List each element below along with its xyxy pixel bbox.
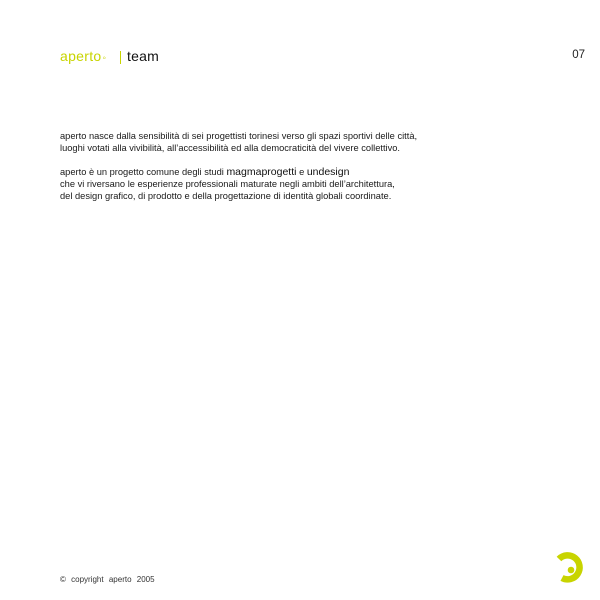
copyright-symbol: © <box>60 575 66 584</box>
header-separator <box>120 51 121 64</box>
copyright-label: copyright <box>71 575 104 584</box>
studio-magmaprogetti: magmaprogetti <box>226 166 297 178</box>
paragraph-2 <box>60 166 530 202</box>
brand-name: aperto <box>60 48 102 64</box>
body-text <box>60 130 530 214</box>
studio-undesign: undesign <box>306 166 350 178</box>
paragraph-2-conj: e <box>296 167 307 177</box>
footer <box>60 575 158 584</box>
paragraph-2-intro: aperto è un progetto comune degli studi <box>60 167 227 177</box>
footer-year: 2005 <box>136 575 155 584</box>
page-number: 07 <box>572 49 585 61</box>
paragraph-1 <box>60 130 530 154</box>
aperto-logo-icon <box>553 549 589 585</box>
section-title: team <box>127 48 159 64</box>
paragraph-2-line-3: del design grafico, di prodotto e della progettazione di identità globali coordinate. <box>60 191 392 201</box>
paragraph-1-line-1: aperto nasce dalla sensibilità di sei progettisti torinesi verso gli spazi sportivi delle città, <box>60 131 418 141</box>
header <box>60 48 159 66</box>
paragraph-1-line-2: luoghi votati alla vivibilità, all’accessibilità ed alla democraticità del vivere collettivo. <box>60 143 401 153</box>
footer-brand: aperto <box>108 575 132 584</box>
paragraph-2-line-2: che vi riversano le esperienze professionali maturate negli ambiti dell’architettura, <box>60 179 395 189</box>
brand-mark: ◦ <box>102 53 107 64</box>
paragraph-2-line-1 <box>60 166 530 178</box>
